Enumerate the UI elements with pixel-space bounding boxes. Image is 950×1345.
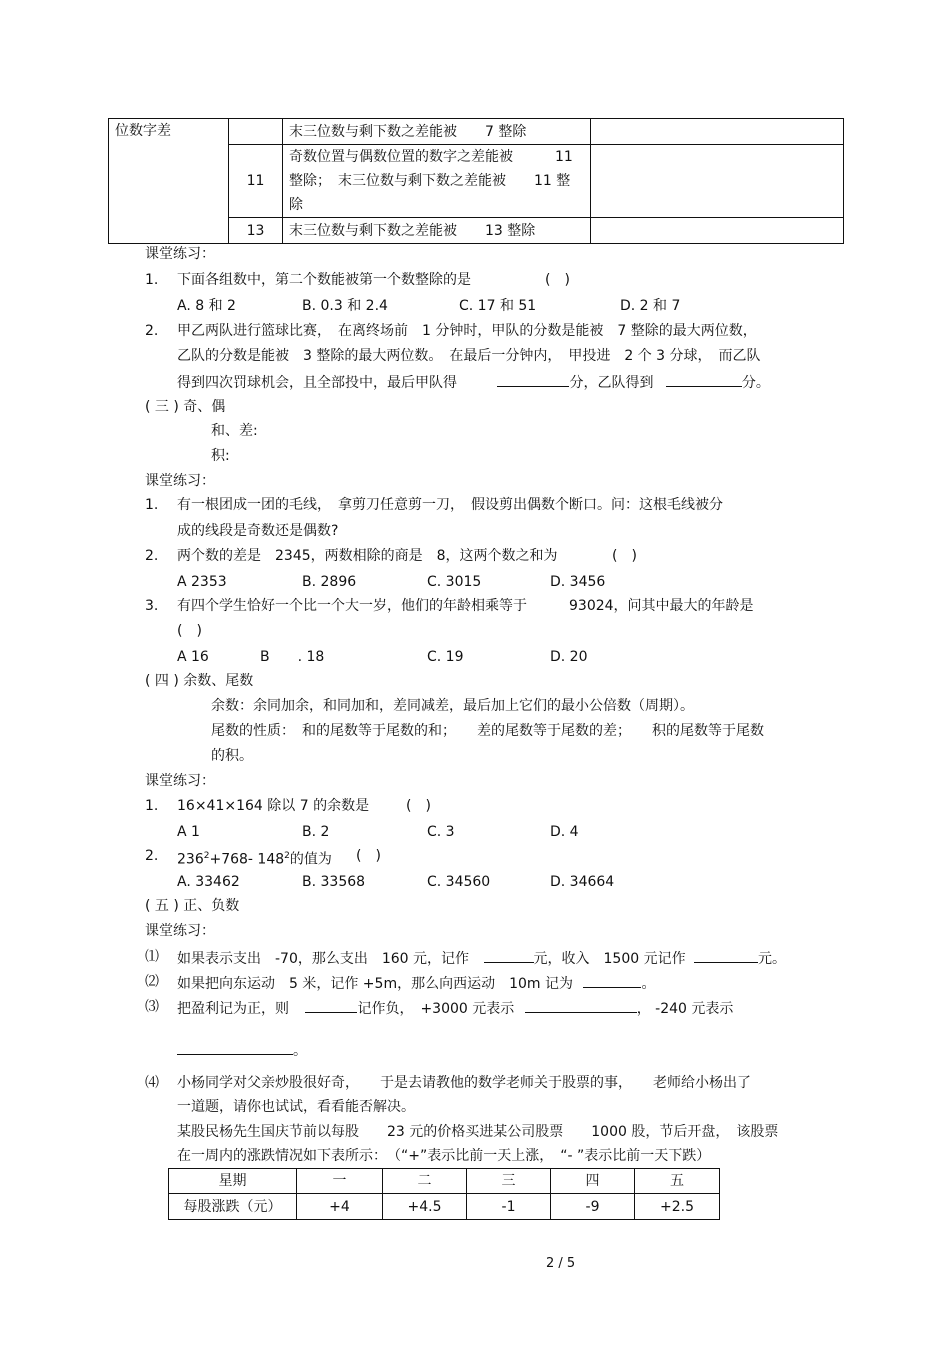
divisibility-table bbox=[108, 118, 844, 244]
question-text: 某股民杨先生国庆节前以每股 23 元的价格买进某公司股票 1000 股，节后开盘， 该股票 bbox=[177, 1124, 779, 1140]
page-number: 2 / 5 bbox=[546, 1256, 576, 1271]
question-number: ⑷ bbox=[145, 1075, 159, 1091]
section-item: 积: bbox=[211, 448, 230, 464]
question-text bbox=[177, 1040, 307, 1060]
option: A. 33462 bbox=[177, 874, 240, 890]
answer-paren: ( ) bbox=[356, 848, 381, 864]
option: D. 34664 bbox=[550, 874, 615, 890]
option: B. 0.3 和 2.4 bbox=[302, 298, 388, 314]
table-header: 一 bbox=[297, 1169, 383, 1194]
question-text-part: 。 bbox=[641, 976, 656, 992]
question-text-part: 元，收入 1500 元记作 bbox=[533, 951, 686, 967]
question-number: ⑵ bbox=[145, 974, 159, 990]
question-text-part: 分，乙队得到 bbox=[569, 375, 654, 391]
question-text-part: 得到四次罚球机会，且全部投中，最后甲队得 bbox=[177, 375, 457, 391]
answer-blank[interactable] bbox=[525, 998, 637, 1013]
question-text bbox=[177, 372, 770, 392]
question-text-part: 元。 bbox=[758, 951, 787, 967]
option: A 1 bbox=[177, 824, 200, 840]
option: A 2353 bbox=[177, 574, 227, 590]
table-header: 四 bbox=[551, 1169, 635, 1194]
exercise-label: 课堂练习： bbox=[145, 246, 215, 262]
table-cell: 每股涨跌（元） bbox=[169, 1194, 297, 1220]
expr-part: 的值为 bbox=[289, 851, 332, 868]
table-cell: -9 bbox=[551, 1194, 635, 1220]
table-cell: -1 bbox=[467, 1194, 551, 1220]
table-cell-line: 奇数位置与偶数位置的数字之差能被 11 bbox=[289, 149, 573, 165]
option: D. 2 和 7 bbox=[620, 298, 681, 314]
question-text-part: 记作负， +3000 元表示 bbox=[357, 1001, 515, 1017]
question-text-part: 分。 bbox=[741, 375, 770, 391]
question-text-part: 如果把向东运动 5 米，记作 +5m，那么向西运动 10m 记为 bbox=[177, 976, 573, 992]
table-cell bbox=[591, 119, 844, 145]
question-text: 16×41×164 除以 7 的余数是 bbox=[177, 798, 370, 814]
question-number: 2. bbox=[145, 848, 159, 864]
option: A 16 bbox=[177, 649, 209, 665]
answer-paren: ( ) bbox=[545, 272, 570, 288]
question-text: 小杨同学对父亲炒股很好奇， 于是去请教他的数学老师关于股票的事， 老师给小杨出了 bbox=[177, 1075, 751, 1091]
question-text: 有一根团成一团的毛线， 拿剪刀任意剪一刀， 假设剪出偶数个断口。问：这根毛线被分 bbox=[177, 497, 723, 513]
answer-paren: ( ) bbox=[177, 623, 202, 639]
table-cell bbox=[591, 145, 844, 218]
table-header: 二 bbox=[383, 1169, 467, 1194]
option: C. 34560 bbox=[427, 874, 491, 890]
answer-blank[interactable] bbox=[583, 973, 641, 988]
table-cell: +4 bbox=[297, 1194, 383, 1220]
table-cell: 末三位数与剩下数之差能被 7 整除 bbox=[283, 119, 591, 145]
table-cell-line: 除 bbox=[289, 197, 303, 213]
section-title: ( 三 ) 奇、偶 bbox=[145, 399, 226, 415]
question-text: 乙队的分数是能被 3 整除的最大两位数。 在最后一分钟内， 甲投进 2 个 3 分球， 而乙队 bbox=[177, 348, 761, 364]
answer-blank[interactable] bbox=[497, 372, 569, 387]
table-cell bbox=[229, 119, 283, 145]
question-text: 两个数的差是 2345，两数相除的商是 8，这两个数之和为 bbox=[177, 548, 558, 564]
question-text bbox=[177, 948, 786, 968]
question-number: 2. bbox=[145, 323, 159, 339]
option: C. 3 bbox=[427, 824, 455, 840]
question-text: 在一周内的涨跌情况如下表所示： （“+”表示比前一天上涨， “- ”表示比前一天下跌） bbox=[177, 1148, 711, 1164]
question-number: 1. bbox=[145, 497, 159, 513]
exponent: 2 bbox=[284, 851, 290, 861]
question-text-part: 如果表示支出 -70，那么支出 160 元，记作 bbox=[177, 951, 470, 967]
table-header: 三 bbox=[467, 1169, 551, 1194]
table-cell: 11 bbox=[229, 145, 283, 218]
option: D. 20 bbox=[550, 649, 588, 665]
table-cell: 末三位数与剩下数之差能被 13 整除 bbox=[283, 218, 591, 244]
table-cell bbox=[283, 145, 591, 218]
table-cell: 13 bbox=[229, 218, 283, 244]
option: B. 2896 bbox=[302, 574, 357, 590]
answer-blank[interactable] bbox=[305, 998, 357, 1013]
option: A. 8 和 2 bbox=[177, 298, 236, 314]
table-cell: +4.5 bbox=[383, 1194, 467, 1220]
answer-blank[interactable] bbox=[666, 372, 742, 387]
question-number: ⑶ bbox=[145, 999, 159, 1015]
question-text-part: ， -240 元表示 bbox=[636, 1001, 734, 1017]
stock-change-table bbox=[168, 1168, 720, 1220]
question-text-part: 。 bbox=[293, 1043, 307, 1059]
table-cell bbox=[591, 218, 844, 244]
section-title: ( 四 ) 余数、尾数 bbox=[145, 673, 254, 689]
question-number: 3. bbox=[145, 598, 159, 614]
answer-blank[interactable] bbox=[694, 948, 758, 963]
answer-blank[interactable] bbox=[177, 1040, 293, 1055]
question-text: 成的线段是奇数还是偶数? bbox=[177, 523, 339, 539]
table-cell: +2.5 bbox=[635, 1194, 720, 1220]
question-text bbox=[177, 998, 733, 1018]
table-header: 五 bbox=[635, 1169, 720, 1194]
section-text: 余数：余同加余，和同加和，差同减差，最后加上它们的最小公倍数（周期）。 bbox=[211, 698, 694, 714]
option: B. 2 bbox=[302, 824, 330, 840]
section-text: 尾数的性质： 和的尾数等于尾数的和； 差的尾数等于尾数的差； 积的尾数等于尾数 bbox=[211, 723, 764, 739]
answer-paren: ( ) bbox=[612, 548, 637, 564]
option: D. 4 bbox=[550, 824, 579, 840]
section-item: 和、差: bbox=[211, 423, 258, 439]
question-text: 一道题，请你也试试，看看能否解决。 bbox=[177, 1099, 415, 1115]
question-number: 1. bbox=[145, 798, 159, 814]
exercise-label: 课堂练习： bbox=[145, 923, 215, 939]
table-cell: 位数字差 bbox=[109, 119, 229, 244]
section-text: 的积。 bbox=[211, 748, 253, 764]
question-text-part: 把盈利记为正，则 bbox=[177, 1001, 289, 1017]
table-cell-line: 整除； 末三位数与剩下数之差能被 11 整 bbox=[289, 173, 571, 189]
expr-part: +768- 148 bbox=[209, 851, 285, 868]
section-title: ( 五 ) 正、负数 bbox=[145, 898, 240, 914]
question-number: ⑴ bbox=[145, 949, 159, 965]
answer-blank[interactable] bbox=[484, 948, 534, 963]
question-text: 下面各组数中，第二个数能被第一个数整除的是 bbox=[177, 272, 471, 288]
option: C. 3015 bbox=[427, 574, 482, 590]
option: C. 19 bbox=[427, 649, 464, 665]
answer-paren: ( ) bbox=[406, 798, 431, 814]
question-text: 甲乙两队进行篮球比赛， 在离终场前 1 分钟时，甲队的分数是能被 7 整除的最大两位数， bbox=[177, 323, 757, 339]
option: B. 33568 bbox=[302, 874, 366, 890]
question-number: 2. bbox=[145, 548, 159, 564]
table-header: 星期 bbox=[169, 1169, 297, 1194]
expr-part: 236 bbox=[177, 851, 204, 868]
option: C. 17 和 51 bbox=[459, 298, 537, 314]
question-text bbox=[177, 847, 332, 869]
exponent: 2 bbox=[203, 851, 210, 861]
question-text bbox=[177, 973, 655, 993]
question-text: 有四个学生恰好一个比一个大一岁，他们的年龄相乘等于 93024，问其中最大的年龄是 bbox=[177, 598, 754, 614]
option: B . 18 bbox=[260, 649, 325, 665]
question-number: 1. bbox=[145, 272, 159, 288]
option: D. 3456 bbox=[550, 574, 606, 590]
exercise-label: 课堂练习： bbox=[145, 773, 215, 789]
exercise-label: 课堂练习： bbox=[145, 473, 215, 489]
